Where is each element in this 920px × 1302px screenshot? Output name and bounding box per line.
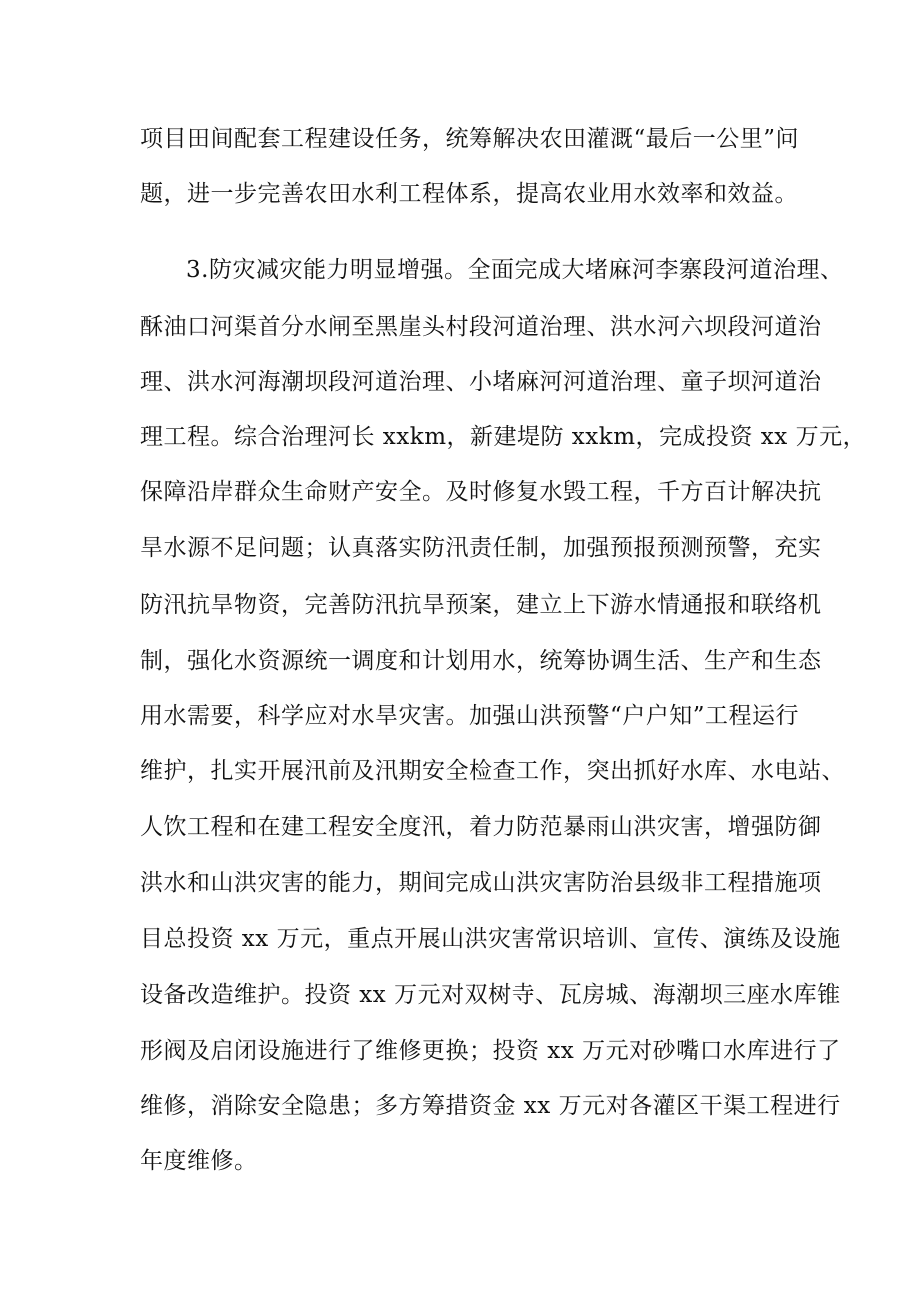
- text-line: 题，进一步完善农田水利工程体系，提高农业用水效率和效益。: [140, 181, 798, 207]
- text-line: 洪水和山洪灾害的能力，期间完成山洪灾害防治县级非工程措施项: [140, 870, 822, 896]
- text-line: 用水需要，科学应对水旱灾害。加强山洪预警“户户知”工程运行: [140, 703, 800, 729]
- text-line: 形阀及启闭设施进行了维修更换；投资 xx 万元对砂嘴口水库进行了: [140, 1038, 841, 1064]
- text-line: 维护，扎实开展汛前及汛期安全检查工作，突出抓好水库、水电站、: [140, 758, 845, 784]
- text-line: 设备改造维护。投资 xx 万元对双树寺、瓦房城、海潮坝三座水库锥: [140, 982, 841, 1008]
- text-line: 保障沿岸群众生命财产安全。及时修复水毁工程，千方百计解决抗: [140, 479, 822, 505]
- text-line: 人饮工程和在建工程安全度汛，着力防范暴雨山洪灾害，增强防御: [140, 814, 822, 840]
- text-line: 目总投资 xx 万元，重点开展山洪灾害常识培训、宣传、演练及设施: [140, 926, 841, 952]
- text-line: 旱水源不足问题；认真落实防汛责任制，加强预报预测预警，充实: [140, 535, 822, 561]
- text-line: 理工程。综合治理河长 xxkm，新建堤防 xxkm，完成投资 xx 万元，: [140, 424, 867, 450]
- text-line: 年度维修。: [140, 1148, 258, 1174]
- text-line: 防汛抗旱物资，完善防汛抗旱预案，建立上下游水情通报和联络机: [140, 592, 822, 618]
- text-line: 制，强化水资源统一调度和计划用水，统筹协调生活、生产和生态: [140, 648, 822, 674]
- text-line: 理、洪水河海潮坝段河道治理、小堵麻河河道治理、童子坝河道治: [140, 369, 822, 395]
- text-line: 酥油口河渠首分水闸至黑崖头村段河道治理、洪水河六坝段河道治: [140, 314, 822, 340]
- text-line: 项目田间配套工程建设任务，统筹解决农田灌溉“最后一公里”问: [140, 126, 800, 152]
- text-line-indented: 3.防灾减灾能力明显增强。全面完成大堵麻河李寨段河道治理、: [186, 257, 844, 283]
- text-line: 维修，消除安全隐患；多方筹措资金 xx 万元对各灌区干渠工程进行: [140, 1093, 841, 1119]
